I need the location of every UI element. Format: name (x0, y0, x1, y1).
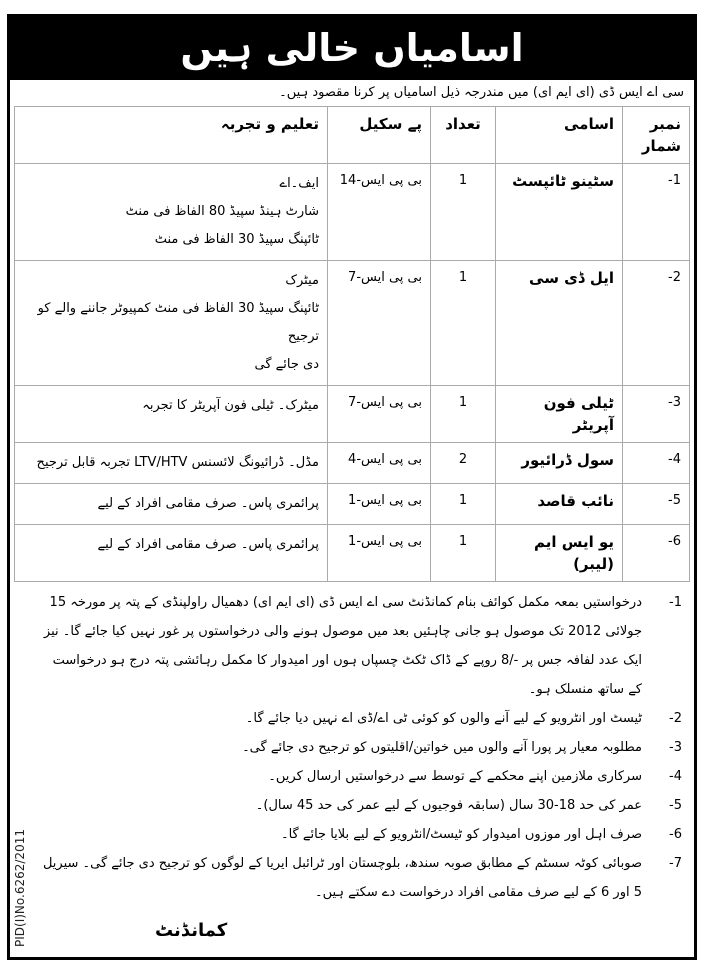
education-cell (15, 443, 328, 484)
education-line: دی جائے گی (254, 357, 319, 372)
pay-scale-cell-text: بی پی ایس-7 (348, 395, 422, 410)
count-cell-text: 1 (458, 270, 468, 285)
serial-cell (623, 484, 690, 525)
note-text: صرف اہل اور موزوں امیدوار کو ٹیسٹ/انٹرویو کے لیے بلایا جائے گا۔ (280, 827, 642, 842)
count-cell (431, 443, 496, 484)
table-row (15, 386, 690, 443)
serial-cell (623, 443, 690, 484)
note-text: مطلوبہ معیار پر پورا آنے والوں میں خواتین/اقلیتوں کو ترجیح دی جائے گی۔ (242, 740, 642, 755)
post-name-cell-text: ایل ڈی سی (529, 269, 614, 287)
table-row (15, 525, 690, 582)
pid-text: PID(I)No.6262/2011 (13, 829, 27, 947)
pay-scale-cell (328, 525, 431, 582)
serial-cell-text: -1 (668, 173, 681, 188)
advertisement-frame (7, 14, 697, 960)
note-text: درخواستیں بمعہ مکمل کوائف بنام کمانڈنٹ سی اے ایس ڈی (ای ایم ای) دھمیال راولپنڈی کے پتہ پر مورخہ 15 جولائی 2012 تک موصول ہو جانی چاہئیں بعد میں موصول ہونے والی درخواستوں پر غور نہیں کیا جائے گا۔ نیز ایک عدد لفافہ جس پر -/8 روپے کے ڈاک ٹکٹ چسپاں ہوں اور امیدوار کا مکمل رہائشی پتہ درج ہو درخواست کے ساتھ منسلک ہو۔ (43, 595, 642, 697)
ad-title: اسامیاں خالی ہیں (10, 17, 694, 80)
count-cell-text: 1 (458, 395, 468, 410)
intro-text: سی اے ایس ڈی (ای ایم ای) میں مندرجہ ذیل اسامیاں پر کرنا مقصود ہیں۔ (279, 85, 684, 100)
education-line: شارٹ ہینڈ سپیڈ 80 الفاظ فی منٹ (125, 204, 319, 219)
serial-cell (623, 386, 690, 443)
header-count: تعداد (431, 107, 496, 164)
header-pay-scale: پے سکیل (328, 107, 431, 164)
count-cell (431, 261, 496, 386)
note-item (38, 704, 682, 733)
note-item (38, 588, 682, 704)
serial-cell (623, 525, 690, 582)
education-line: ٹائپنگ سپیڈ 30 الفاظ فی منٹ کمپیوٹر جاننے والے کو ترجیح (37, 301, 319, 344)
education-cell (15, 386, 328, 443)
post-name-cell (496, 261, 623, 386)
pay-scale-cell-text: بی پی ایس-1 (348, 534, 422, 549)
table-row (15, 484, 690, 525)
count-cell-text: 1 (458, 493, 468, 508)
note-number: -2 (669, 711, 682, 726)
note-item (38, 820, 682, 849)
header-serial: نمبر شمار (623, 107, 690, 164)
post-name-cell (496, 164, 623, 261)
serial-cell-text: -5 (668, 493, 681, 508)
serial-cell-text: -3 (668, 395, 681, 410)
education-line: میٹرک (285, 273, 319, 288)
count-cell (431, 386, 496, 443)
serial-cell (623, 164, 690, 261)
education-line: مڈل۔ ڈرائیونگ لائسنس LTV/HTV تجربہ قابل ترجیح (36, 455, 319, 470)
pay-scale-cell (328, 164, 431, 261)
pay-scale-cell (328, 443, 431, 484)
notes-list (10, 582, 694, 907)
count-cell-text: 1 (458, 534, 468, 549)
note-number: -3 (669, 740, 682, 755)
post-name-cell-text: ٹیلی فون آپریٹر (543, 394, 614, 434)
signature-row (10, 907, 694, 957)
count-cell (431, 164, 496, 261)
serial-cell-text: -4 (668, 452, 681, 467)
header-post: اسامی (496, 107, 623, 164)
note-item (38, 733, 682, 762)
pay-scale-cell-text: بی پی ایس-4 (348, 452, 422, 467)
post-name-cell-text: سٹینو ٹائپسٹ (512, 172, 614, 190)
pay-scale-cell (328, 261, 431, 386)
signature: کمانڈنٹ (155, 920, 228, 941)
table-row (15, 164, 690, 261)
education-line: ٹائپنگ سپیڈ 30 الفاظ فی منٹ (154, 232, 319, 247)
post-name-cell-text: یو ایس ایم (لیبر) (534, 533, 614, 573)
pid-number (10, 823, 30, 953)
education-cell (15, 261, 328, 386)
pay-scale-cell (328, 484, 431, 525)
pay-scale-cell-text: بی پی ایس-7 (348, 270, 422, 285)
note-number: -5 (669, 798, 682, 813)
pay-scale-cell-text: بی پی ایس-14 (339, 173, 422, 188)
note-item (38, 849, 682, 907)
note-text: عمر کی حد 18-30 سال (سابقہ فوجیوں کے لیے عمر کی حد 45 سال)۔ (255, 798, 642, 813)
note-number: -1 (669, 595, 682, 610)
post-name-cell (496, 443, 623, 484)
note-text: ٹیسٹ اور انٹرویو کے لیے آنے والوں کو کوئی ٹی اے/ڈی اے نہیں دیا جائے گا۔ (245, 711, 642, 726)
note-text: صوبائی کوٹہ سسٹم کے مطابق صوبہ سندھ، بلوچستان اور ٹرائبل ایریا کے لوگوں کو ترجیح دی جائے گی۔ سیریل 5 اور 6 کے لیے صرف مقامی افراد درخواست دے سکتے ہیں۔ (42, 856, 642, 900)
note-item (38, 762, 682, 791)
post-name-cell-text: نائب قاصد (537, 492, 614, 510)
education-cell (15, 525, 328, 582)
post-name-cell (496, 484, 623, 525)
count-cell-text: 2 (458, 452, 468, 467)
education-line: ایف۔اے (279, 176, 319, 191)
post-name-cell (496, 525, 623, 582)
post-name-cell (496, 386, 623, 443)
note-text: سرکاری ملازمین اپنے محکمے کے توسط سے درخواستیں ارسال کریں۔ (268, 769, 642, 784)
note-number: -7 (669, 856, 682, 871)
education-line: پرائمری پاس۔ صرف مقامی افراد کے لیے (97, 537, 319, 552)
note-number: -4 (669, 769, 682, 784)
header-education: تعلیم و تجربہ (15, 107, 328, 164)
post-name-cell-text: سول ڈرائیور (521, 451, 614, 469)
serial-cell-text: -6 (668, 534, 681, 549)
table-row (15, 443, 690, 484)
pay-scale-cell-text: بی پی ایس-1 (348, 493, 422, 508)
education-cell (15, 164, 328, 261)
count-cell-text: 1 (458, 173, 468, 188)
count-cell (431, 484, 496, 525)
table-row (15, 261, 690, 386)
vacancy-table (14, 106, 690, 582)
education-line: پرائمری پاس۔ صرف مقامی افراد کے لیے (97, 496, 319, 511)
education-line: میٹرک۔ ٹیلی فون آپریٹر کا تجربہ (142, 398, 319, 413)
pay-scale-cell (328, 386, 431, 443)
education-cell (15, 484, 328, 525)
note-item (38, 791, 682, 820)
table-header-row (15, 107, 690, 164)
serial-cell (623, 261, 690, 386)
note-number: -6 (669, 827, 682, 842)
count-cell (431, 525, 496, 582)
serial-cell-text: -2 (668, 270, 681, 285)
